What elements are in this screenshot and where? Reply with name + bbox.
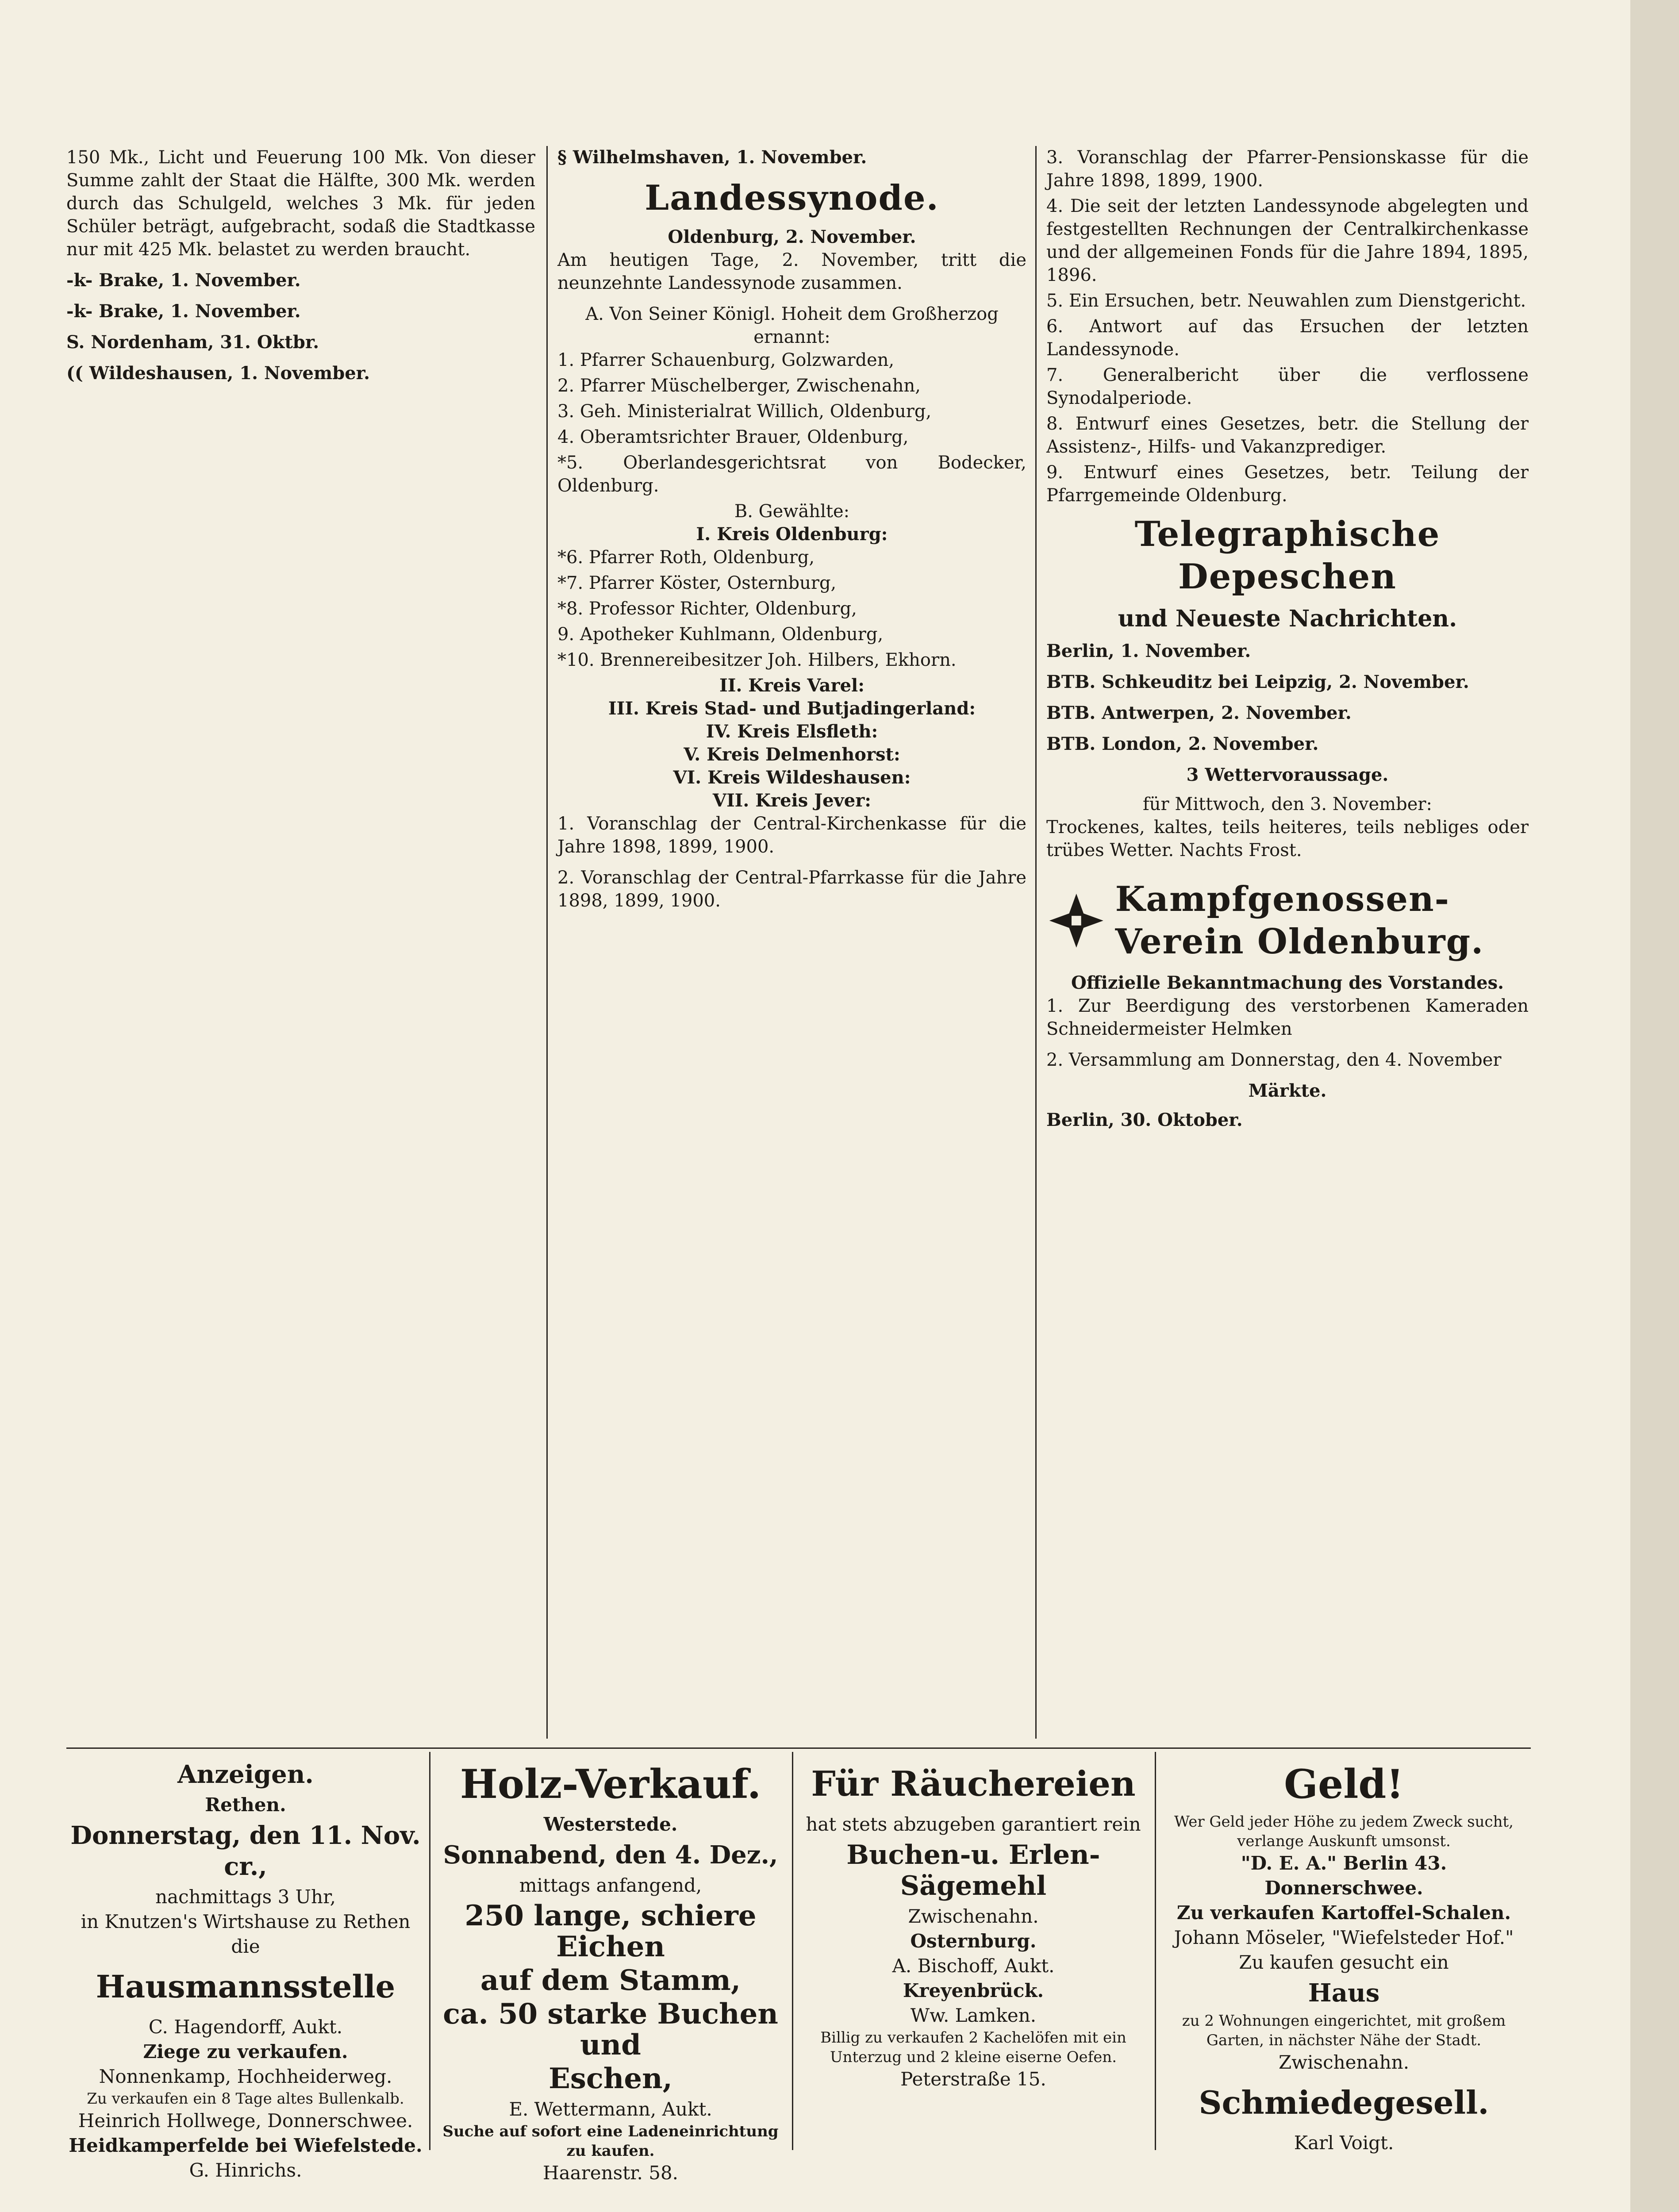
- raeuch-subtitle: hat stets abzugeben garantiert rein: [806, 1813, 1141, 1835]
- column-rule-2: [1035, 146, 1037, 1739]
- list-item: *8. Professor Richter, Oldenburg,: [557, 599, 857, 619]
- list-item: *7. Pfarrer Köster, Osternburg,: [557, 573, 837, 593]
- anzeigen-sign: C. Hagendorff, Aukt.: [148, 2016, 343, 2038]
- raeuch-big: Buchen-u. Erlen-Sägemehl: [846, 1839, 1100, 1901]
- kreis-3: III. Kreis Stad- und Butjadingerland:: [608, 698, 976, 719]
- kachel-text: Billig zu verkaufen 2 Kachelöfen mit ein Unterzug und 2 kleine eiserne Oefen.: [820, 2029, 1126, 2066]
- holz-date: Sonnabend, den 4. Dez.,: [443, 1840, 778, 1870]
- ziege-sign: Nonnenkamp, Hochheiderweg.: [99, 2066, 392, 2087]
- dateline-brake-2: -k- Brake, 1. November.: [66, 301, 301, 322]
- osternburg-title: Osternburg.: [910, 1930, 1037, 1952]
- zwischenahn-title: Zwischenahn.: [1278, 2051, 1410, 2073]
- ad-anzeigen: [66, 1756, 425, 2181]
- geld-address: "D. E. A." Berlin 43.: [1241, 1852, 1447, 1874]
- list-item: *10. Brennereibesitzer Joh. Hilbers, Ekhorn.: [557, 650, 957, 670]
- donnerschwee-title: Donnerschwee.: [1264, 1877, 1423, 1899]
- iron-cross-icon: [1046, 870, 1107, 972]
- anzeigen-time: nachmittags 3 Uhr,: [155, 1886, 336, 1908]
- haus-word: Haus: [1308, 1978, 1380, 2008]
- kreis-4: IV. Kreis Elsfleth:: [706, 721, 878, 742]
- list-item: 9. Entwurf eines Gesetzes, betr. Teilung der Pfarrgemeinde Oldenburg.: [1046, 462, 1529, 506]
- kreyenbrueck-title: Kreyenbrück.: [903, 1980, 1044, 2001]
- vorlage-1: 1. Voranschlag der Central-Kirchenkasse für die Jahre 1898, 1899, 1900.: [557, 814, 1026, 857]
- anzeigen-date: Donnerstag, den 11. Nov. cr.,: [70, 1821, 421, 1881]
- holz-note: Suche auf sofort eine Ladeneinrichtung zu kaufen.: [442, 2123, 779, 2160]
- column-2: [557, 146, 1026, 920]
- schmied-word: Schmiedegesell.: [1199, 2084, 1489, 2121]
- markets-title: Märkte.: [1248, 1080, 1327, 1101]
- ad-holz: [434, 1756, 788, 2184]
- landessynode-intro: Am heutigen Tage, 2. November, tritt die neunzehnte Landessynode zusammen.: [557, 250, 1026, 293]
- newspaper-page: [66, 133, 1531, 2212]
- ad-raeuchereien: [796, 1756, 1150, 2154]
- dateline-wilhelmshaven: § Wilhelmshaven, 1. November.: [557, 147, 867, 168]
- kartoffel-sign: Johann Möseler, "Wiefelsteder Hof.": [1174, 1927, 1514, 1948]
- list-item: *5. Oberlandesgerichtsrat von Bodecker, Oldenburg.: [557, 453, 1026, 496]
- list-item: 2. Pfarrer Müschelberger, Zwischenahn,: [557, 376, 921, 396]
- column-3: [1046, 146, 1529, 1140]
- kreyen-sign: Ww. Lamken.: [910, 2005, 1037, 2026]
- anzeigen-word: Hausmannsstelle: [96, 1968, 396, 2005]
- holz-stamm: auf dem Stamm,: [480, 1964, 741, 1997]
- weather-title: 3 Wettervoraussage.: [1186, 764, 1389, 785]
- ad-rule-2: [792, 1752, 793, 2150]
- list-item: 4. Die seit der letzten Landessynode abgelegten und festgestellten Rechnungen der Centralkirchenkasse und der allgemeinen Fonds für die Jahre 1894, 1895, 1896.: [1046, 196, 1529, 285]
- weather-subtitle: für Mittwoch, den 3. November:: [1142, 794, 1432, 814]
- list-item: 8. Entwurf eines Gesetzes, betr. die Stellung der Assistenz-, Hilfs- und Vakanzprediger.: [1046, 414, 1529, 457]
- list-item: 3. Geh. Ministerialrat Willich, Oldenburg,: [557, 401, 932, 422]
- ad-rule-1: [429, 1752, 430, 2150]
- vorlage-2: 2. Voranschlag der Central-Pfarrkasse für die Jahre 1898, 1899, 1900.: [557, 868, 1026, 911]
- holz-count: 250 lange, schiere Eichen: [465, 1899, 757, 1963]
- raeuch-title: Für Räuchereien: [811, 1764, 1136, 1804]
- holz-time: mittags anfangend,: [519, 1874, 702, 1896]
- dateline-berlin: Berlin, 1. November.: [1046, 641, 1251, 661]
- bullenkalb-sign: Heinrich Hollwege, Donnerschwee.: [78, 2110, 413, 2131]
- list-item: 3. Voranschlag der Pfarrer-Pensionskasse für die Jahre 1898, 1899, 1900.: [1046, 147, 1529, 191]
- telegraph-subtitle: und Neueste Nachrichten.: [1118, 605, 1457, 632]
- section-a: A. Von Seiner Königl. Hoheit dem Großherzog ernannt:: [585, 304, 999, 347]
- verein-item-1: 1. Zur Beerdigung des verstorbenen Kameraden Schneidermeister Helmken: [1046, 996, 1529, 1039]
- dateline-nordenham: S. Nordenham, 31. Oktbr.: [66, 332, 319, 353]
- landessynode-dateline: Oldenburg, 2. November.: [668, 227, 916, 247]
- page-edge: [1630, 0, 1679, 2212]
- column-1: [66, 146, 535, 393]
- dateline-brake: -k- Brake, 1. November.: [66, 270, 301, 291]
- geld-title: Geld!: [1284, 1761, 1404, 1808]
- vorlagen-list: [1046, 146, 1529, 507]
- dateline-wildeshausen: (( Wildeshausen, 1. November.: [66, 363, 370, 384]
- kreis-6: VI. Kreis Wildeshausen:: [673, 767, 911, 788]
- kreis-1: I. Kreis Oldenburg:: [696, 524, 888, 545]
- list-item: 5. Ein Ersuchen, betr. Neuwahlen zum Dienstgericht.: [1046, 291, 1526, 311]
- anzeigen-place: Rethen.: [205, 1794, 286, 1816]
- holz-place: Westerstede.: [543, 1813, 678, 1835]
- raeuch-place: Zwischenahn.: [908, 1905, 1039, 1927]
- kreis-7: VII. Kreis Jever:: [712, 790, 872, 811]
- list-item: *6. Pfarrer Roth, Oldenburg,: [557, 547, 815, 568]
- haus-text: zu 2 Wohnungen eingerichtet, mit großem Garten, in nächster Nähe der Stadt.: [1182, 2012, 1506, 2049]
- members-k1-list: [557, 546, 1026, 672]
- ads-top-rule: [66, 1747, 1531, 1749]
- section-b: B. Gewählte:: [734, 501, 850, 522]
- ziege-title: Ziege zu verkaufen.: [143, 2041, 348, 2062]
- list-item: 9. Apotheker Kuhlmann, Oldenburg,: [557, 624, 884, 645]
- holz-buchen: ca. 50 starke Buchen und: [443, 1997, 778, 2062]
- holz-title: Holz-Verkauf.: [460, 1761, 761, 1808]
- holz-note-address: Haarenstr. 58.: [542, 2162, 679, 2184]
- list-item: 7. Generalbericht über die verflossene Synodalperiode.: [1046, 365, 1529, 408]
- column-rule-1: [546, 146, 548, 1739]
- verein-title: Kampfgenossen-Verein Oldenburg.: [1115, 879, 1484, 962]
- ad-rule-3: [1155, 1752, 1156, 2150]
- kreis-5: V. Kreis Delmenhorst:: [684, 744, 900, 765]
- anzeigen-title: Anzeigen.: [177, 1760, 314, 1789]
- article-schule: 150 Mk., Licht und Feuerung 100 Mk. Von dieser Summe zahlt der Staat die Hälfte, 300 Mk. werden durch das Schulgeld, welches 3 Mk. für jeden Schüler beträgt, aufgebracht, sodaß die Stadtkasse nur mit 425 Mk. belastet zu werden braucht.: [66, 147, 535, 260]
- list-item: 6. Antwort auf das Ersuchen der letzten Landessynode.: [1046, 316, 1529, 360]
- ad-geld: [1159, 1756, 1529, 2154]
- dateline-antwerpen: BTB. Antwerpen, 2. November.: [1046, 703, 1352, 723]
- list-item: 4. Oberamtsrichter Brauer, Oldenburg,: [557, 427, 909, 447]
- schmied-sign: Karl Voigt.: [1294, 2132, 1394, 2154]
- haus-title: Zu kaufen gesucht ein: [1239, 1951, 1449, 1973]
- heidkamp-title: Heidkamperfelde bei Wiefelstede.: [69, 2135, 423, 2156]
- kreis-2: II. Kreis Varel:: [719, 675, 864, 696]
- bullenkalb-text: Zu verkaufen ein 8 Tage altes Bullenkalb.: [87, 2090, 404, 2108]
- dateline-schkeuditz: BTB. Schkeuditz bei Leipzig, 2. November.: [1046, 672, 1469, 692]
- telegraph-title: Telegraphische Depeschen: [1134, 514, 1441, 597]
- verein-item-2: 2. Versammlung am Donnerstag, den 4. November: [1046, 1050, 1502, 1070]
- verein-subtitle: Offizielle Bekanntmachung des Vorstandes.: [1071, 972, 1504, 993]
- geld-text: Wer Geld jeder Höhe zu jedem Zweck sucht, verlange Auskunft umsonst.: [1174, 1813, 1514, 1850]
- holz-eschen: Eschen,: [549, 2062, 672, 2095]
- kachel-address: Peterstraße 15.: [900, 2068, 1046, 2090]
- dateline-berlin-market: Berlin, 30. Oktober.: [1046, 1110, 1243, 1130]
- anzeigen-location: in Knutzen's Wirtshause zu Rethen die: [81, 1911, 411, 1957]
- holz-sign: E. Wettermann, Aukt.: [509, 2098, 712, 2120]
- kartoffel-title: Zu verkaufen Kartoffel-Schalen.: [1176, 1902, 1511, 1924]
- landessynode-title: Landessynode.: [645, 178, 939, 218]
- list-item: 1. Pfarrer Schauenburg, Golzwarden,: [557, 350, 895, 370]
- weather-text: Trockenes, kaltes, teils heiteres, teils nebliges oder trübes Wetter. Nachts Frost.: [1046, 817, 1529, 860]
- members-a-list: [557, 349, 1026, 497]
- osternburg-sign: A. Bischoff, Aukt.: [892, 1955, 1055, 1977]
- heidkamp-sign: G. Hinrichs.: [189, 2159, 302, 2181]
- dateline-london: BTB. London, 2. November.: [1046, 733, 1319, 754]
